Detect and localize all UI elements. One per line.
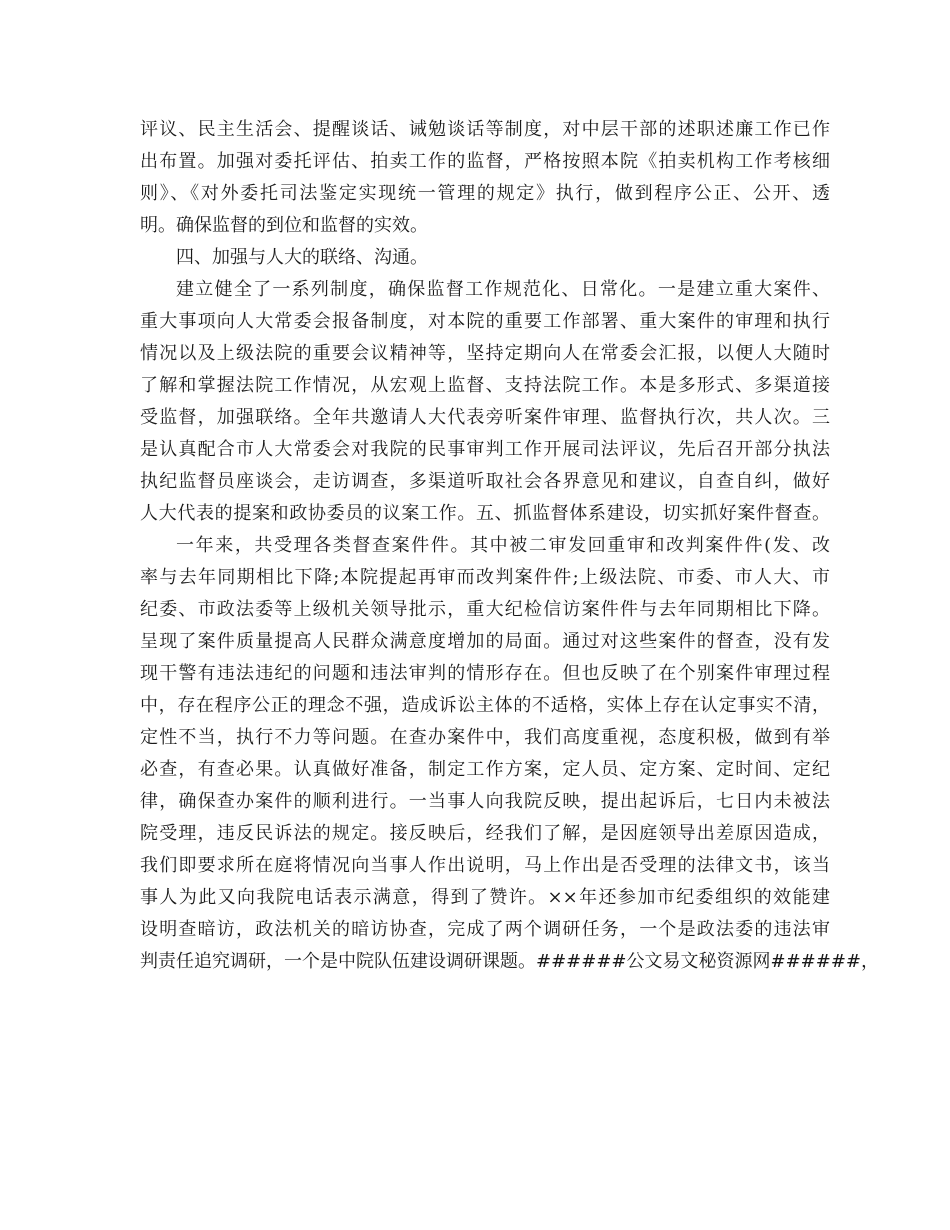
text-line: 评议、民主生活会、提醒谈话、诫勉谈话等制度，对中层干部的述职述廉工作已作: [140, 119, 830, 140]
text-line: 了解和掌握法院工作情况，从宏观上监督、支持法院工作。本是多形式、多渠道接: [140, 375, 830, 396]
document-body: [140, 114, 879, 978]
text-line: 我们即要求所在庭将情况向当事人作出说明，马上作出是否受理的法律文书，该当: [140, 855, 830, 876]
text-line: 建立健全了一系列制度，确保监督工作规范化、日常化。一是建立重大案件、: [176, 279, 830, 300]
text-line: 情况以及上级法院的重要会议精神等，坚持定期向人在常委会汇报，以便人大随时: [140, 343, 830, 364]
text-line: 执纪监督员座谈会，走访调查，多渠道听取社会各界意见和建议，自查自纠，做好: [140, 471, 830, 492]
paragraph: [140, 242, 830, 274]
text-line: 一年来，共受理各类督查案件件。其中被二审发回重审和改判案件件(发、改: [176, 535, 830, 556]
text-line: 设明查暗访，政法机关的暗访协查，完成了两个调研任务，一个是政法委的违法审: [140, 919, 830, 940]
text-line: 人大代表的提案和政协委员的议案工作。五、抓监督体系建设，切实抓好案件督查。: [140, 503, 830, 524]
text-line: 院受理，违反民诉法的规定。接反映后，经我们了解，是因庭领导出差原因造成，: [140, 823, 830, 844]
text-line: 中，存在程序公正的理念不强，造成诉讼主体的不适格，实体上存在认定事实不清，: [140, 695, 830, 716]
text-line: 是认真配合市人大常委会对我院的民事审判工作开展司法评议，先后召开部分执法: [140, 439, 830, 460]
paragraph: [140, 530, 879, 978]
text-line: 明。确保监督的到位和监督的实效。: [140, 215, 428, 236]
text-line: 事人为此又向我院电话表示满意，得到了赞许。××年还参加市纪委组织的效能建: [140, 887, 830, 908]
paragraph: [140, 114, 830, 242]
text-line: 呈现了案件质量提高人民群众满意度增加的局面。通过对这些案件的督查，没有发: [140, 631, 830, 652]
text-line: 纪委、市政法委等上级机关领导批示，重大纪检信访案件件与去年同期相比下降。: [140, 599, 830, 620]
text-line: 率与去年同期相比下降;本院提起再审而改判案件件;上级法院、市委、市人大、市: [140, 567, 830, 588]
text-line: 律，确保查办案件的顺利进行。一当事人向我院反映，提出起诉后，七日内未被法: [140, 791, 830, 812]
text-line: 判责任追究调研，一个是中院队伍建设调研课题。######公文易文秘资源网######，: [140, 951, 879, 972]
text-line: 现干警有违法违纪的问题和违法审判的情形存在。但也反映了在个别案件审理过程: [140, 663, 830, 684]
paragraph: [140, 274, 830, 530]
text-line: 定性不当，执行不力等问题。在查办案件中，我们高度重视，态度积极，做到有举: [140, 727, 830, 748]
text-line: 出布置。加强对委托评估、拍卖工作的监督，严格按照本院《拍卖机构工作考核细: [140, 151, 830, 172]
text-line: 受监督，加强联络。全年共邀请人大代表旁听案件审理、监督执行次，共人次。三: [140, 407, 830, 428]
text-line: 重大事项向人大常委会报备制度，对本院的重要工作部署、重大案件的审理和执行: [140, 311, 830, 332]
text-line: 必查，有查必果。认真做好准备，制定工作方案，定人员、定方案、定时间、定纪: [140, 759, 830, 780]
text-line: 则》、《对外委托司法鉴定实现统一管理的规定》执行，做到程序公正、公开、透: [140, 183, 830, 204]
text-line: 四、加强与人大的联络、沟通。: [176, 247, 428, 268]
